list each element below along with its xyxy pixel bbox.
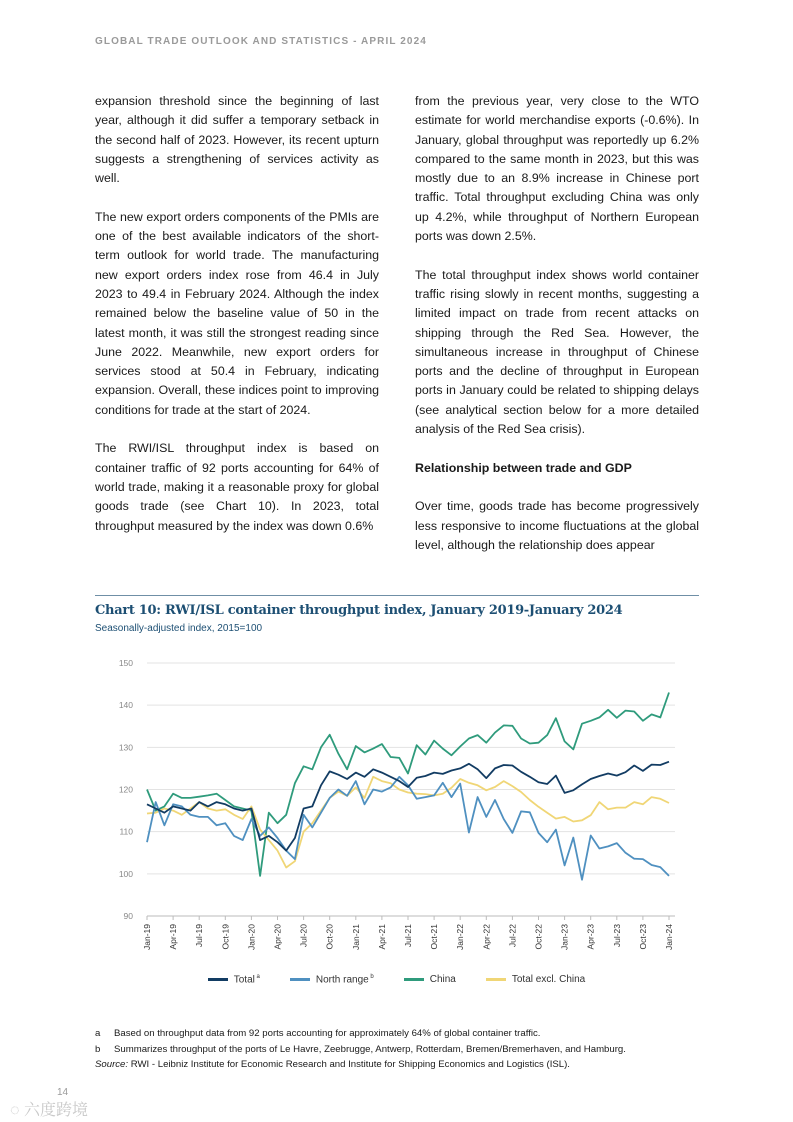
paragraph: The RWI/ISL throughput index is based on container traffic of 92 ports accounting for 64% of world trade, making it a reasonable proxy for global goods trade (see Chart 10). In 2023, total throughput measured by the index was down 0.6%: [95, 441, 379, 533]
running-header: GLOBAL TRADE OUTLOOK AND STATISTICS - APRIL 2024: [95, 36, 427, 47]
x-tick-label: Jul-23: [611, 924, 622, 948]
legend-label: Total $^a$: [233, 974, 260, 986]
page-number: 14: [57, 1087, 69, 1098]
legend-label: Total excl. China: [511, 974, 586, 986]
x-tick-label: Jan-21: [350, 924, 361, 950]
y-tick-label: 130: [118, 742, 133, 753]
x-tick-label: Jan-20: [246, 924, 257, 950]
y-tick-label: 140: [118, 700, 133, 711]
x-tick-label: Jan-24: [664, 924, 674, 950]
legend-label: China: [429, 974, 456, 986]
legend-swatch: [486, 978, 506, 981]
y-tick-label: 110: [119, 826, 133, 837]
chart-legend: [0, 974, 793, 985]
footnote-b: b Summarizes throughput of the ports of Le Havre, Zeebrugge, Antwerp, Rotterdam, Bremen/Bremerhaven, and Hamburg.: [95, 1043, 626, 1055]
x-tick-label: Apr-19: [168, 924, 179, 950]
x-tick-label: Oct-21: [429, 924, 440, 950]
legend-swatch: [208, 978, 228, 981]
footnotes: [95, 1026, 626, 1073]
x-tick-label: Apr-20: [272, 924, 283, 950]
x-tick-label: Oct-22: [533, 924, 544, 950]
series-line-total-excl-china: [147, 777, 669, 868]
paragraph: The new export orders components of the PMIs are one of the best available indicators of the short-term outlook for world trade. The manufacturing new export orders index rose from 46.4 in July 2023 to 49.4 in February 2024. Although the index remained below the baseline value of 50 in the latest month, it was still the strongest reading since June 2022. Meanwhile, new export orders for services stood at 50.4 in February, indicating expansion. Overall, these indices point to improving conditions for trade at the start of 2024.: [95, 209, 379, 417]
x-tick-label: Oct-20: [324, 924, 335, 950]
section-heading: Relationship between trade and GDP: [415, 460, 632, 475]
x-tick-label: Jan-19: [142, 924, 152, 950]
x-tick-label: Jul-20: [298, 924, 309, 948]
legend-footnote-marker: a: [254, 974, 260, 980]
legend-label: North range $^b$: [315, 974, 374, 986]
paragraph: Over time, goods trade has become progressively less responsive to income fluctuations at the global level, although the relationship does appear: [415, 499, 699, 552]
x-tick-label: Jan-22: [455, 924, 466, 950]
legend-swatch: [404, 978, 424, 981]
x-tick-label: Oct-19: [220, 924, 231, 950]
x-tick-label: Jul-21: [403, 924, 413, 948]
x-tick-label: Jul-19: [194, 924, 205, 948]
legend-item: [404, 974, 456, 985]
line-chart: [90, 640, 700, 970]
chart-subtitle: Seasonally-adjusted index, 2015=100: [95, 623, 263, 634]
right-text-column: [415, 92, 699, 574]
legend-item: [290, 974, 374, 985]
x-tick-label: Jul-22: [507, 924, 518, 948]
watermark: ◌ 六度跨境: [10, 1102, 88, 1119]
x-tick-label: Oct-23: [637, 924, 648, 950]
x-tick-label: Apr-23: [585, 924, 596, 950]
legend-item: [486, 974, 585, 985]
y-tick-label: 100: [118, 868, 133, 879]
paragraph: The total throughput index shows world container traffic rising slowly in recent months, suggesting a limited impact on trade from recent attacks on shipping through the Red Sea. However, the simultaneous increase in throughput of Chinese ports and the decline of throughput in European ports in January could be related to shipping delays (see analytical section below for a more detailed analysis of the Red Sea crisis).: [415, 267, 699, 437]
y-tick-label: 90: [123, 911, 133, 921]
legend-footnote-marker: b: [368, 974, 374, 980]
x-tick-label: Jan-23: [559, 924, 570, 950]
legend-swatch: [290, 978, 310, 981]
legend-item: [208, 974, 260, 985]
x-tick-label: Apr-22: [481, 924, 492, 950]
footnote-a: a Based on throughput data from 92 ports accounting for approximately 64% of global container traffic.: [95, 1028, 541, 1039]
paragraph: expansion threshold since the beginning of last year, although it did suffer a temporary setback in the second half of 2023. However, its recent upturn suggests a strengthening of services activity as well.: [95, 94, 379, 186]
y-tick-label: 150: [118, 658, 133, 668]
chart-title: Chart 10: RWI/ISL container throughput index, January 2019-January 2024: [95, 603, 623, 618]
x-tick-label: Apr-21: [376, 924, 387, 950]
source-note: Source: RWI - Leibniz Institute for Economic Research and Institute for Shipping Economics and Logistics (ISL).: [95, 1059, 570, 1070]
paragraph: from the previous year, very close to the WTO estimate for world merchandise exports (-0.6%). In January, global throughput was reportedly up 6.2% compared to the same month in 2023, but this was mostly due to an 8.9% increase in Chinese port traffic. Total throughput excluding China was only up 4.2%, while throughput of Northern European ports was down 2.5%.: [415, 94, 699, 244]
left-text-column: [95, 92, 379, 555]
chart-divider: [95, 595, 699, 596]
y-tick-label: 120: [118, 784, 133, 795]
